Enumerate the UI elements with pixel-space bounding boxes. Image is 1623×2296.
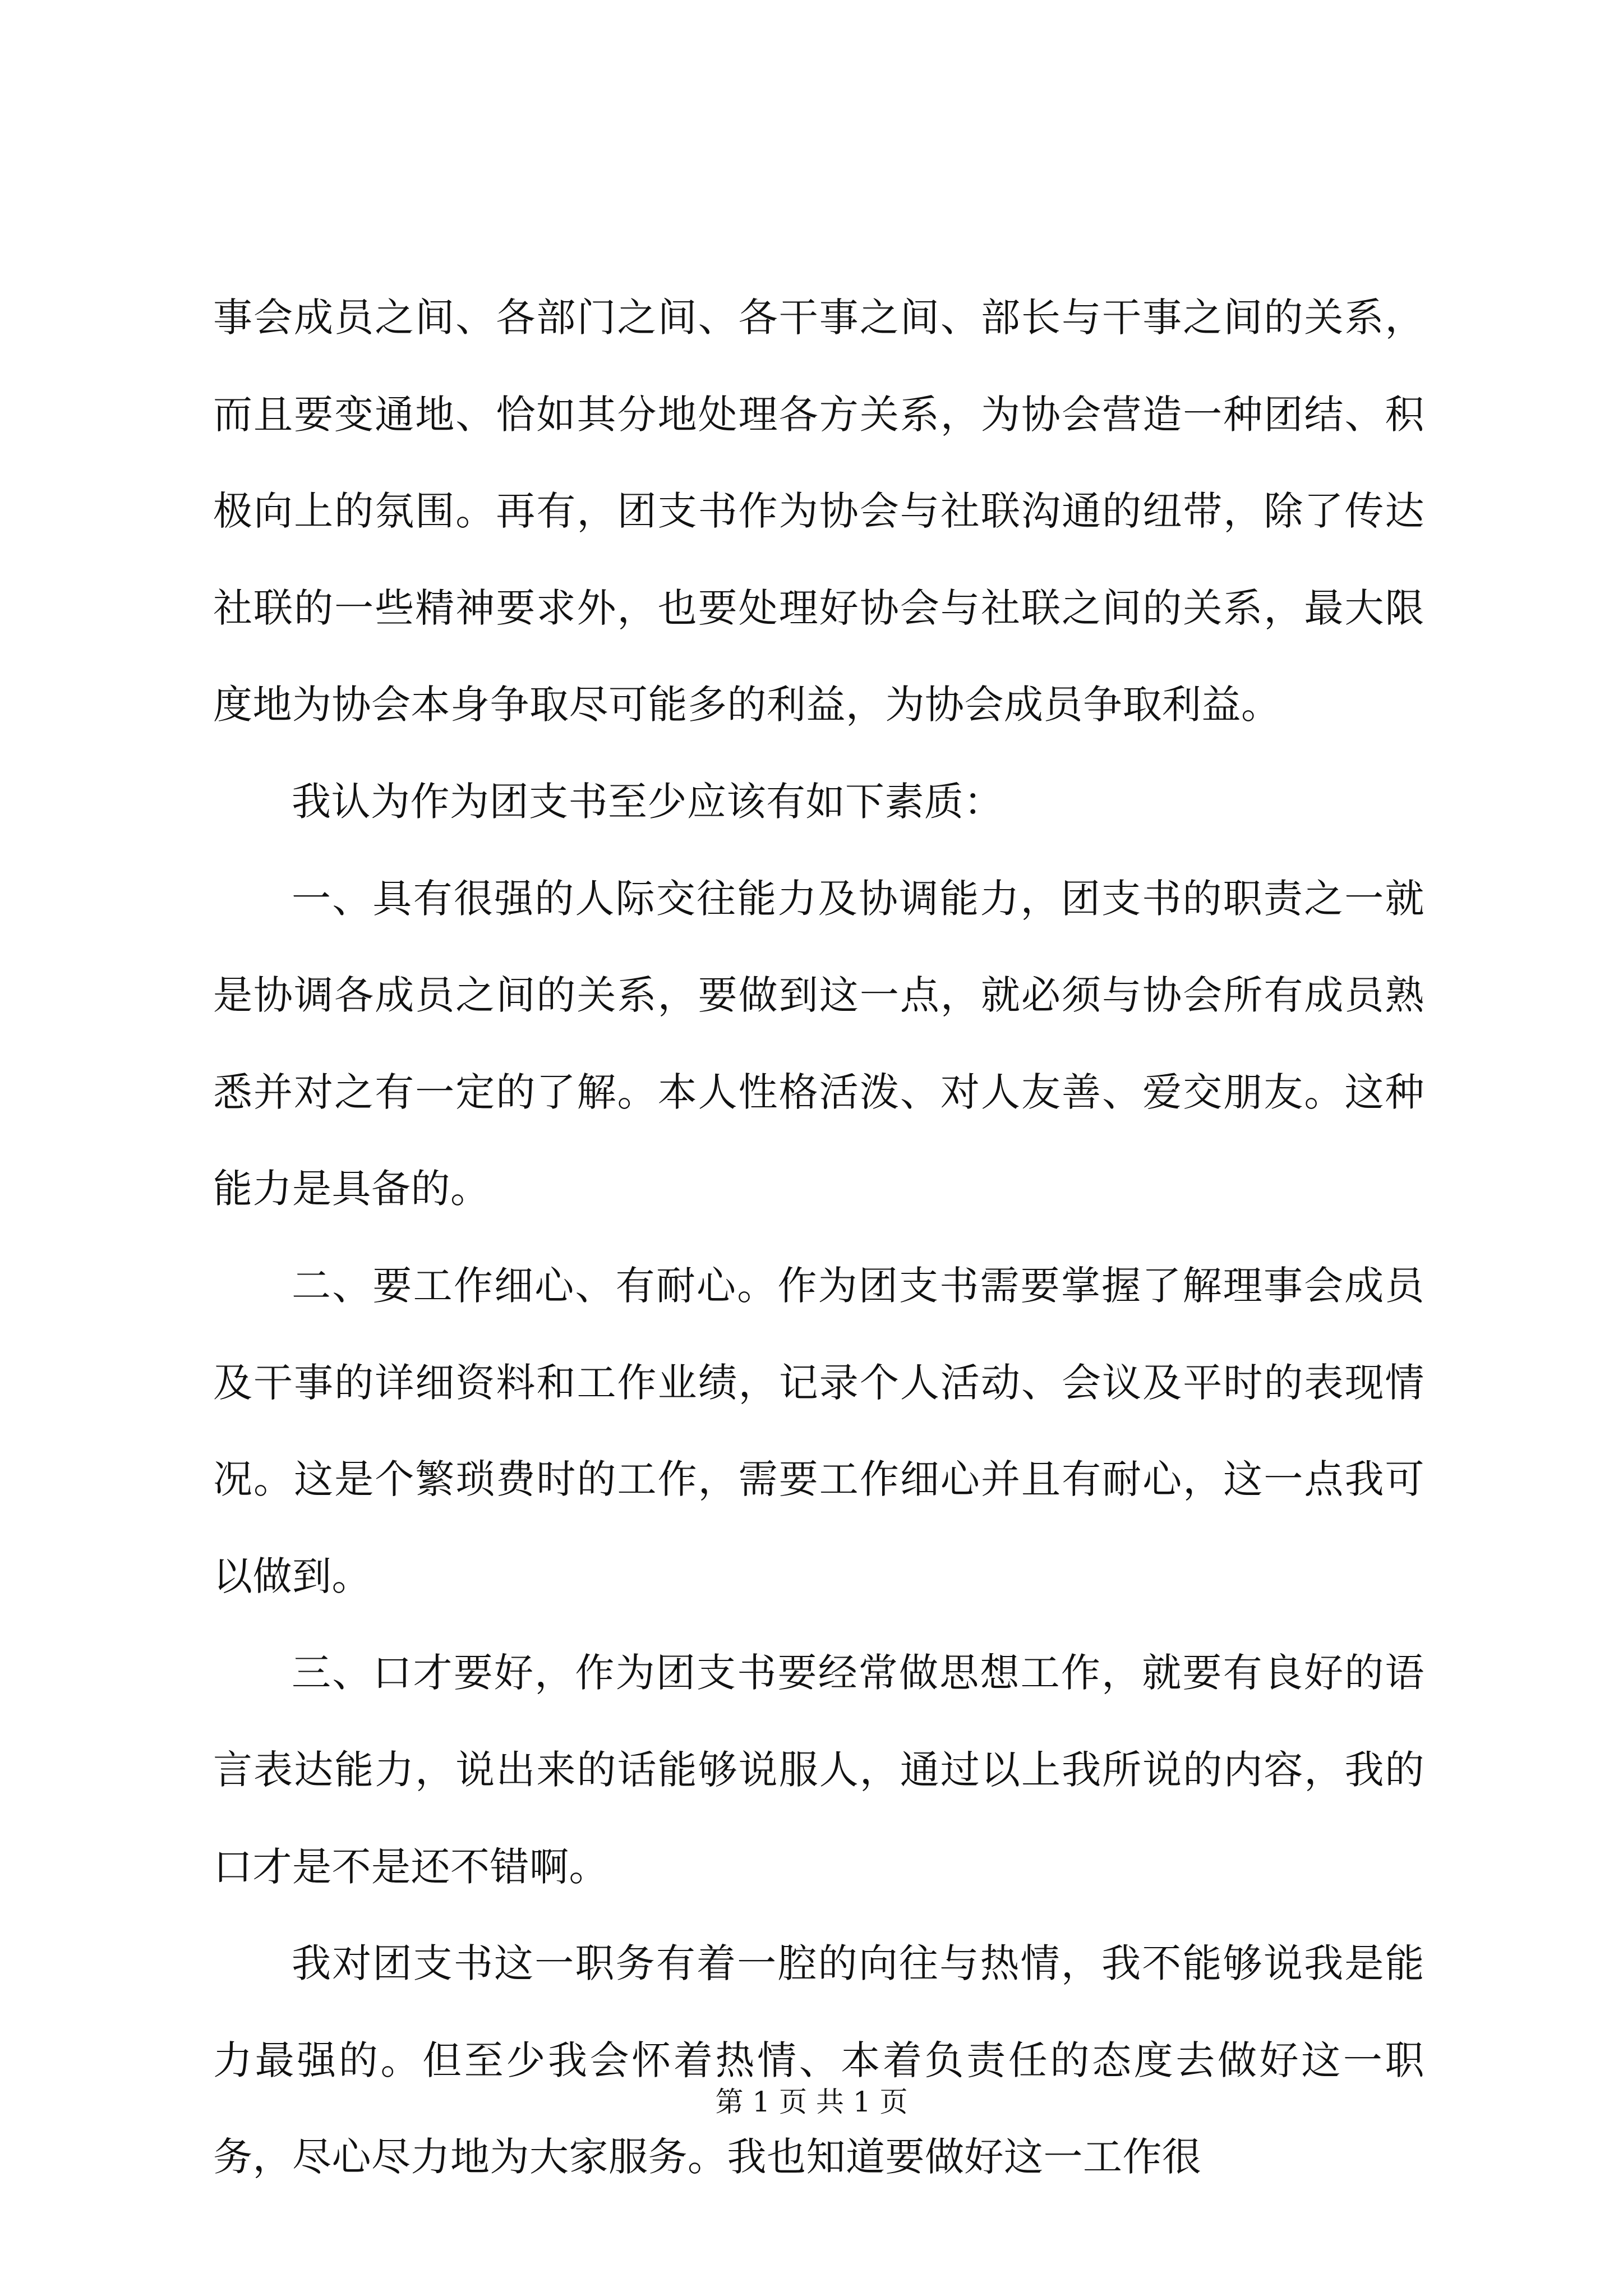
paragraph-2: 我认为作为团支书至少应该有如下素质： [292,778,1003,825]
page-footer [0,2082,1623,2122]
document-body [213,269,1424,2206]
page-number-label: 第 1 页 共 1 页 [715,2086,908,2118]
paragraph-4: 二、要工作细心、有耐心。作为团支书需要掌握了解理事会成员及干事的详细资料和工作业绩，记录个人活动、会议及平时的表现情况。这是个繁琐费时的工作，需要工作细心并且有耐心，这一点我可以做到。 [213,1262,1424,1599]
paragraph-3: 一、具有很强的人际交往能力及协调能力，团支书的职责之一就是协调各成员之间的关系，要做到这一点，就必须与协会所有成员熟悉并对之有一定的了解。本人性格活泼、对人友善、爱交朋友。这种能力是具备的。 [213,875,1424,1212]
paragraph-1: 事会成员之间、各部门之间、各干事之间、部长与干事之间的关系，而且要变通地、恰如其分地处理各方关系，为协会营造一种团结、积极向上的氛围。再有，团支书作为协会与社联沟通的纽带，除了传达社联的一些精神要求外，也要处理好协会与社联之间的关系，最大限度地为协会本身争取尽可能多的利益，为协会成员争取利益。 [213,295,1424,728]
paragraph-6: 我对团支书这一职务有着一腔的向往与热情，我不能够说我是能力最强的。但至少我会怀着热情、本着负责任的态度去做好这一职务，尽心尽力地为大家服务。我也知道要做好这一工作很 [213,1940,1424,2180]
paragraph-5: 三、口才要好，作为团支书要经常做思想工作，就要有良好的语言表达能力，说出来的话能够说服人，通过以上我所说的内容，我的口才是不是还不错啊。 [213,1650,1424,1890]
